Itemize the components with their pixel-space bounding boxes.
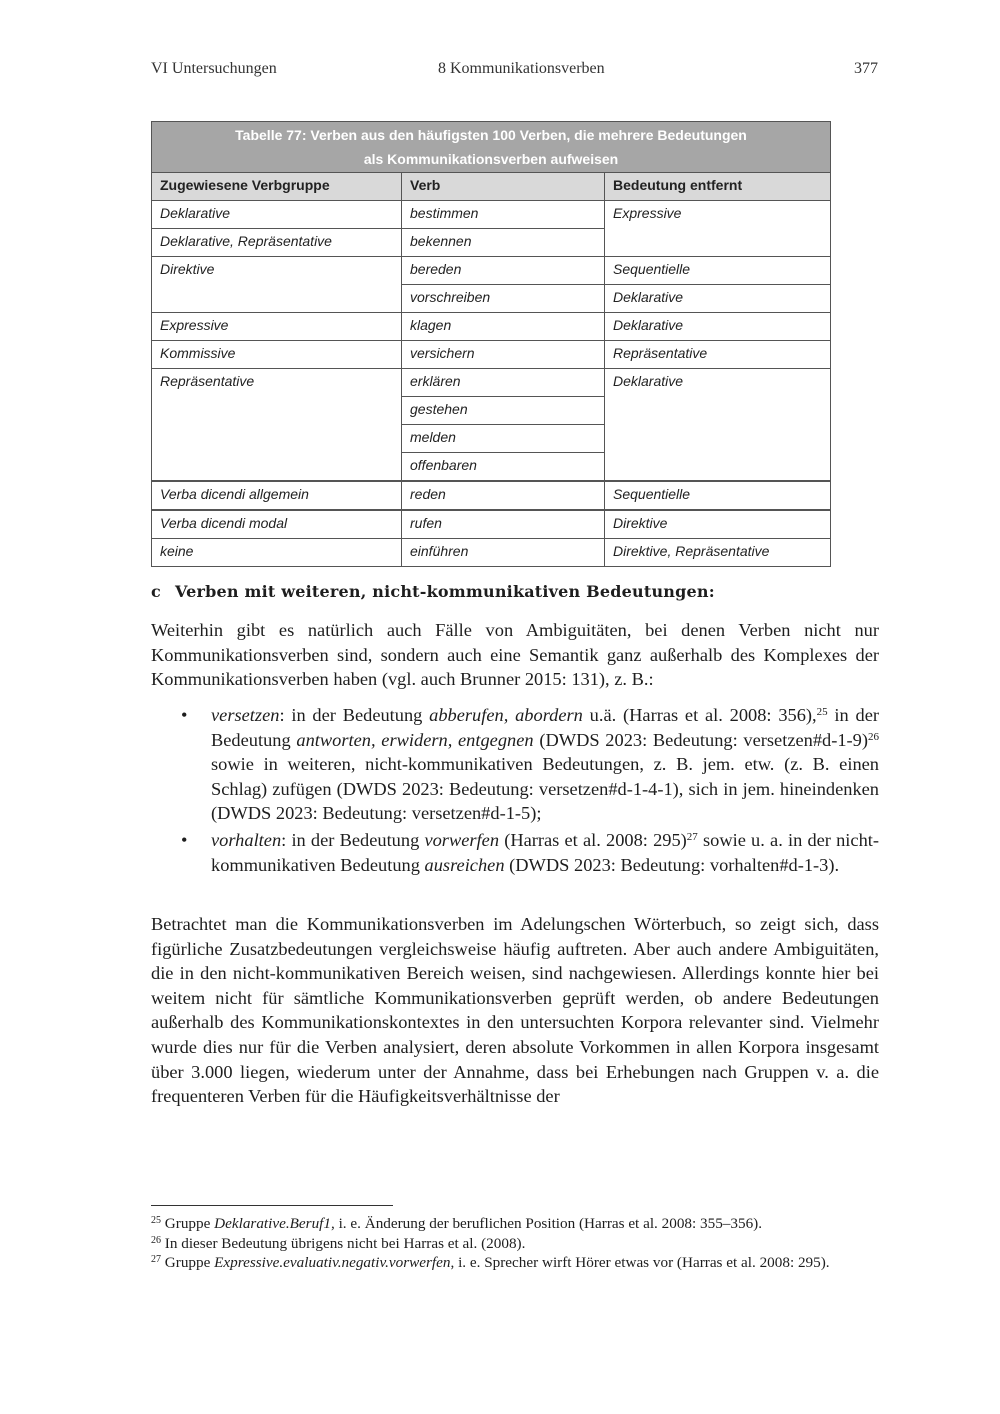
- cell-verb: bekennen: [402, 229, 605, 257]
- text: Gruppe: [161, 1254, 215, 1272]
- cell-verb: erklären: [402, 369, 605, 397]
- cell-removed: Sequentielle: [605, 257, 831, 285]
- cell-verb: bereden: [402, 257, 605, 285]
- section-heading: [151, 582, 715, 601]
- cell-verb: versichern: [402, 341, 605, 369]
- running-head-section: 8 Kommunikationsverben: [438, 60, 605, 77]
- text: , i. e. Sprecher wirft Hörer etwas vor (Harras et al. 2008: 295).: [450, 1254, 830, 1272]
- text: , i. e. Änderung der beruflichen Position (Harras et al. 2008: 355–356).: [330, 1215, 763, 1232]
- footnote-number: 25: [151, 1215, 161, 1226]
- table-caption: [152, 122, 831, 173]
- running-head-chapter: VI Untersuchungen: [151, 60, 277, 77]
- cell-verb: klagen: [402, 313, 605, 341]
- table-caption-row: [152, 122, 831, 173]
- table-row: [152, 510, 831, 539]
- term: vorhalten: [211, 829, 282, 850]
- cell-verb: vorschreiben: [402, 285, 605, 313]
- cell-removed: Deklarative: [605, 369, 831, 482]
- text: : in der Bedeutung: [281, 829, 425, 850]
- cell-verb: bestimmen: [402, 201, 605, 229]
- cell-group: Verba dicendi modal: [152, 510, 402, 539]
- table-caption-line2: als Kommunikationsverben aufweisen: [363, 151, 619, 167]
- cell-removed: Direktive, Repräsentative: [605, 539, 831, 567]
- cell-removed: Sequentielle: [605, 481, 831, 510]
- text: (DWDS 2023: Bedeutung: versetzen#d-1-9): [533, 729, 869, 750]
- column-header-group: Zugewiesene Verbgruppe: [152, 173, 402, 201]
- cell-verb: reden: [402, 481, 605, 510]
- cell-group: Direktive: [152, 257, 402, 313]
- footnote-number: 26: [151, 1234, 161, 1246]
- footnote-ref: 26: [868, 730, 880, 743]
- example-list: [151, 703, 879, 879]
- term: versetzen: [211, 705, 280, 725]
- text: in der Bedeutung: [211, 705, 879, 750]
- footnote-ref: 27: [686, 830, 698, 843]
- footnote-divider: [151, 1205, 393, 1206]
- cell-group: Deklarative, Repräsentative: [152, 229, 402, 257]
- body-paragraph-1: Weiterhin gibt es natürlich auch Fälle von Ambiguitäten, bei denen Verben nicht nur Kommunikationsverben sind, sondern auch eine Semantik ganz außerhalb des Komplexes der Kommunikationsverben haben (vgl. auch Brunner 2015: 131), z. B.:: [151, 620, 879, 690]
- verbs-table: [151, 121, 831, 567]
- text-italic: Expressive.evaluativ.negativ.vorwerfen: [214, 1254, 451, 1272]
- running-head: [151, 60, 878, 82]
- text: u.ä. (Harras et al. 2008: 356),: [582, 705, 817, 725]
- table-row: [152, 313, 831, 341]
- table-row: [152, 369, 831, 397]
- column-header-removed: Bedeutung entfernt: [605, 173, 831, 201]
- cell-group: Repräsentative: [152, 369, 402, 482]
- page-number: 377: [854, 60, 878, 77]
- footnote-number: 27: [151, 1254, 161, 1266]
- cell-group: Kommissive: [152, 341, 402, 369]
- cell-verb: gestehen: [402, 397, 605, 425]
- list-item-versetzen: [151, 703, 879, 826]
- bullet-icon: •: [181, 705, 188, 725]
- table-row: [152, 481, 831, 510]
- text: In dieser Bedeutung übrigens nicht bei Harras et al. (2008).: [161, 1234, 526, 1252]
- text: (Harras et al. 2008: 295): [499, 829, 687, 850]
- footnote-26: [151, 1234, 879, 1254]
- footnote-25: [151, 1214, 879, 1234]
- cell-group: keine: [152, 539, 402, 567]
- text: (DWDS 2023: Bedeutung: vorhalten#d-1-3).: [504, 854, 840, 875]
- section-letter: c: [151, 582, 161, 601]
- footnote-27: [151, 1253, 879, 1273]
- cell-removed: Expressive: [605, 201, 831, 257]
- text: : in der Bedeutung: [279, 705, 430, 725]
- meaning: ausreichen: [424, 854, 505, 875]
- meaning: abberufen, abordern: [429, 705, 583, 725]
- cell-removed: Repräsentative: [605, 341, 831, 369]
- meaning: vorwerfen: [424, 829, 500, 850]
- text: sowie in weiteren, nicht-kommunikativen Bedeutungen, z. B. jem. etw. (z. B. einen Schlag) zufügen (DWDS 2023: Bedeutung: versetzen#d-1-4-1), sich in jem. hineindenken (DWDS 2023: Bedeutung: versetzen#d-1-5);: [211, 754, 879, 824]
- cell-removed: Direktive: [605, 510, 831, 539]
- footnote-ref: 25: [816, 706, 828, 718]
- cell-verb: melden: [402, 425, 605, 453]
- cell-removed: Deklarative: [605, 285, 831, 313]
- meaning: antworten, erwidern, entgegnen: [296, 729, 534, 750]
- cell-group: Deklarative: [152, 201, 402, 229]
- column-header-verb: Verb: [402, 173, 605, 201]
- table-header-row: [152, 173, 831, 201]
- cell-verb: einführen: [402, 539, 605, 567]
- text: Gruppe: [161, 1215, 215, 1232]
- body-paragraph-2: Betrachtet man die Kommunikationsverben im Adelungschen Wörterbuch, so zeigt sich, dass figürliche Zusatzbedeutungen vergleichsweise häufig auftreten. Aber auch andere Ambiguitäten, die in den nicht-kommunikativen Bereich weisen, sind nachgewiesen. Allerdings konnte hier bei weitem nicht für sämtliche Kommunikationsverben geprüft werden, ob andere Bedeutungen außerhalb des Kommunikationskontextes in den untersuchten Korpora relevanter sind. Vielmehr wurde dies nur für die Verben analysiert, deren absolute Vorkommen in allen Korpora insgesamt über 3.000 liegen, wiederum unter der Annahme, dass bei Erhebungen nach Gruppen v. a. die frequenteren Verben für die Häufigkeitsverhältnisse der: [151, 914, 879, 1107]
- text-italic: Deklarative.Beruf1: [214, 1215, 331, 1232]
- table-row: [152, 341, 831, 369]
- table-caption-line1: Tabelle 77: Verben aus den häufigsten 100 Verben, die mehrere Bedeutungen: [235, 127, 747, 143]
- cell-verb: offenbaren: [402, 453, 605, 482]
- cell-group: Verba dicendi allgemein: [152, 481, 402, 510]
- cell-group: Expressive: [152, 313, 402, 341]
- table-row: [152, 201, 831, 229]
- section-title: Verben mit weiteren, nicht-kommunikativen Bedeutungen:: [175, 582, 715, 601]
- table-row: [152, 539, 831, 567]
- text: sowie u. a. in der nicht-kommunikativen Bedeutung: [211, 829, 880, 875]
- list-item-vorhalten: [151, 828, 879, 877]
- table-row: [152, 257, 831, 285]
- cell-removed: Deklarative: [605, 313, 831, 341]
- footnotes: [151, 1214, 879, 1273]
- cell-verb: rufen: [402, 510, 605, 539]
- bullet-icon: •: [181, 829, 188, 850]
